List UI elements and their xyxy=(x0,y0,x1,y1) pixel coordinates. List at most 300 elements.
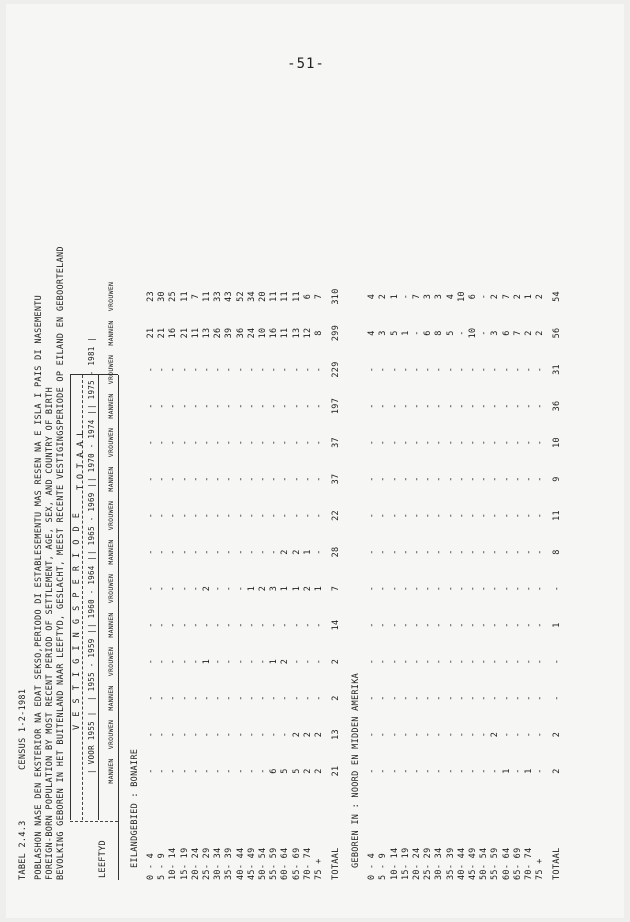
table-cell: 21 xyxy=(146,327,156,339)
table-cell: - xyxy=(535,366,546,373)
age-label: 40- 44 xyxy=(235,847,246,880)
total-cell: 2 xyxy=(552,768,563,774)
table-cell: - xyxy=(314,439,324,446)
table-cell: - xyxy=(434,695,445,701)
table-cell: - xyxy=(423,403,434,409)
table-cell: - xyxy=(456,549,467,555)
table-cell: - xyxy=(314,658,324,665)
table-cell: 1 xyxy=(291,585,302,592)
table-cell: 26 xyxy=(213,327,224,339)
table-cell: - xyxy=(479,622,490,628)
table-cell: 11 xyxy=(179,291,190,302)
table-cell: - xyxy=(202,512,212,519)
total-cell: 310 xyxy=(331,288,342,305)
table-cell: 3 xyxy=(378,330,389,336)
table-cell: - xyxy=(269,622,280,628)
table-cell: - xyxy=(423,585,434,592)
table-cell: - xyxy=(202,731,212,738)
table-cell: - xyxy=(501,622,512,628)
table-cell: - xyxy=(412,549,422,555)
table-cell: - xyxy=(535,439,546,446)
table-cell: - xyxy=(146,512,156,519)
table-cell: - xyxy=(179,366,190,373)
table-cell: 7 xyxy=(501,293,512,300)
table-cell: - xyxy=(412,512,422,519)
table-cell: - xyxy=(445,366,456,373)
total-cell: 56 xyxy=(552,327,563,339)
table-cell: - xyxy=(468,731,478,738)
table-cell: - xyxy=(258,731,268,738)
table-cell: - xyxy=(190,439,201,446)
vestiging-header: V E S T I G I N G S P E R I O D E xyxy=(72,511,82,730)
table-cell: - xyxy=(490,403,501,409)
table-cell: - xyxy=(291,658,302,665)
total-cell: 36 xyxy=(552,400,563,412)
table-cell: - xyxy=(179,439,190,446)
table-cell: - xyxy=(479,768,490,774)
table-cell: - xyxy=(367,768,378,774)
table-cell: - xyxy=(367,622,378,628)
table-cell: 4 xyxy=(367,293,378,300)
table-cell: 2 xyxy=(535,330,546,336)
table-cell: - xyxy=(168,476,179,482)
table-cell: - xyxy=(445,731,456,738)
table-cell: - xyxy=(269,476,280,482)
table-cell: - xyxy=(456,585,467,592)
table-cell: - xyxy=(157,731,168,738)
table-cell: - xyxy=(445,768,456,774)
table-cell: - xyxy=(479,366,490,373)
table-cell: 1 xyxy=(202,658,212,665)
table-cell: - xyxy=(389,549,400,555)
table-cell: - xyxy=(389,695,400,701)
table-cell: 1 xyxy=(501,768,512,774)
table-cell: 1 xyxy=(524,768,534,774)
table-cell: - xyxy=(258,622,268,628)
table-cell: - xyxy=(157,403,168,409)
table-cell: - xyxy=(280,403,291,409)
table-cell: - xyxy=(314,622,324,628)
table-cell: - xyxy=(378,658,389,665)
table-cell: - xyxy=(314,476,324,482)
table-cell: - xyxy=(445,695,456,701)
table-cell: - xyxy=(535,585,546,592)
page-number: -51- xyxy=(287,56,325,72)
table-cell: - xyxy=(367,695,378,701)
table-cell: - xyxy=(280,366,291,373)
table-cell: - xyxy=(456,366,467,373)
table-cell: 6 xyxy=(501,330,512,336)
table-cell: - xyxy=(157,512,168,519)
table-cell: - xyxy=(423,476,434,482)
age-label: 20- 24 xyxy=(412,847,422,880)
table-cell: - xyxy=(389,731,400,738)
age-label: 0 - 4 xyxy=(146,852,156,880)
table-cell: 6 xyxy=(423,330,434,336)
table-cell: - xyxy=(412,695,422,701)
table-cell: 11 xyxy=(280,291,291,302)
vrouwen-header: VROUWEN xyxy=(107,500,115,531)
table-cell: - xyxy=(213,768,224,774)
table-cell: 5 xyxy=(445,330,456,336)
table-cell: 11 xyxy=(190,327,201,339)
table-cell: - xyxy=(468,549,478,555)
table-cell: 1 xyxy=(269,658,280,665)
table-cell: - xyxy=(412,330,422,336)
table-cell: - xyxy=(314,403,324,409)
period-header: | 1960 - 1964 | xyxy=(87,555,96,628)
table-cell: - xyxy=(512,695,523,701)
period-header: | 1975 - 1981 | xyxy=(87,336,96,409)
table-cell: - xyxy=(412,731,422,738)
mannen-header: MANNEN xyxy=(107,539,115,565)
table-cell: - xyxy=(224,549,235,555)
table-cell: - xyxy=(258,476,268,482)
table-cell: - xyxy=(302,403,313,409)
table-cell: - xyxy=(146,658,156,665)
table-cell: 11 xyxy=(280,327,291,339)
table-cell: 5 xyxy=(389,330,400,336)
total-cell: 13 xyxy=(331,729,342,740)
table-cell: 1 xyxy=(400,330,411,336)
table-cell: - xyxy=(389,512,400,519)
table-cell: - xyxy=(524,366,534,373)
table-cell: - xyxy=(389,403,400,409)
table-cell: - xyxy=(479,330,490,336)
vrouwen-header: VROUWEN xyxy=(107,427,115,458)
table-cell: - xyxy=(157,585,168,592)
census-label: CENSUS 1-2-1981 xyxy=(18,688,28,770)
table-cell: - xyxy=(512,549,523,555)
table-cell: 2 xyxy=(258,585,268,592)
table-cell: - xyxy=(258,658,268,665)
table-cell: - xyxy=(423,366,434,373)
table-cell: 6 xyxy=(468,293,478,300)
table-cell: - xyxy=(524,585,534,592)
table-cell: - xyxy=(213,476,224,482)
table-cell: - xyxy=(501,476,512,482)
table-cell: - xyxy=(157,622,168,628)
title-line-2: FOREIGN-BORN POPULATION BY MOST RECENT PERIOD OF SETTLEMENT, AGE, SEX, AND COUNTRY OF BIRTH xyxy=(45,387,55,880)
table-cell: - xyxy=(524,731,534,738)
table-cell: - xyxy=(456,731,467,738)
table-cell: - xyxy=(535,622,546,628)
table-cell: - xyxy=(146,695,156,701)
table-cell: 30 xyxy=(157,291,168,302)
table-cell: 21 xyxy=(157,327,168,339)
table-cell: 8 xyxy=(314,330,324,336)
table-cell: - xyxy=(434,512,445,519)
table-cell: - xyxy=(146,768,156,774)
table-cell: - xyxy=(479,585,490,592)
table-cell: - xyxy=(412,768,422,774)
table-cell: - xyxy=(235,695,246,701)
table-cell: - xyxy=(224,403,235,409)
age-label: 55- 59 xyxy=(269,847,280,880)
table-cell: - xyxy=(378,512,389,519)
table-cell: - xyxy=(479,731,490,738)
table-cell: - xyxy=(389,658,400,665)
vrouwen-header: VROUWEN xyxy=(107,573,115,604)
rotated-table-content xyxy=(18,80,573,880)
table-cell: - xyxy=(235,658,246,665)
table-cell: 6 xyxy=(302,293,313,300)
total-label: TOTAAL xyxy=(331,847,342,880)
table-cell: - xyxy=(378,476,389,482)
table-cell: - xyxy=(291,366,302,373)
table-cell: - xyxy=(535,768,546,774)
table-cell: - xyxy=(512,622,523,628)
table-cell: - xyxy=(224,695,235,701)
table-cell: - xyxy=(202,695,212,701)
table-cell: - xyxy=(202,768,212,774)
table-cell: - xyxy=(224,768,235,774)
table-cell: - xyxy=(367,731,378,738)
table-cell: - xyxy=(235,731,246,738)
table-cell: - xyxy=(190,585,201,592)
table-cell: - xyxy=(400,293,411,300)
table-cell: - xyxy=(412,622,422,628)
header-rule-bottom xyxy=(118,375,119,880)
table-cell: - xyxy=(456,695,467,701)
table-cell: - xyxy=(400,695,411,701)
table-cell: - xyxy=(445,658,456,665)
table-cell: - xyxy=(535,695,546,701)
table-cell: - xyxy=(535,403,546,409)
table-cell: - xyxy=(235,585,246,592)
mannen-header: MANNEN xyxy=(107,320,115,346)
table-cell: 11 xyxy=(269,291,280,302)
table-label: TABEL 2.4.3 xyxy=(18,820,28,880)
table-cell: 2 xyxy=(490,293,501,300)
table-cell: - xyxy=(501,731,512,738)
table-cell: - xyxy=(389,622,400,628)
table-cell: - xyxy=(490,549,501,555)
table-cell: - xyxy=(445,585,456,592)
vrouwen-header: VROUWEN xyxy=(107,719,115,750)
table-cell: - xyxy=(168,403,179,409)
table-cell: - xyxy=(302,366,313,373)
table-cell: - xyxy=(213,622,224,628)
table-cell: - xyxy=(190,658,201,665)
table-cell: - xyxy=(389,439,400,446)
table-cell: - xyxy=(246,512,257,519)
total-cell: 11 xyxy=(552,510,563,521)
table-cell: - xyxy=(179,658,190,665)
table-cell: - xyxy=(490,512,501,519)
total-cell: 22 xyxy=(331,510,342,521)
table-cell: 24 xyxy=(246,327,257,339)
table-cell: - xyxy=(479,658,490,665)
table-cell: 33 xyxy=(213,291,224,302)
table-cell: - xyxy=(400,403,411,409)
age-label: 60- 64 xyxy=(501,847,512,880)
table-cell: - xyxy=(246,695,257,701)
table-cell: 2 xyxy=(314,768,324,774)
table-cell: - xyxy=(168,549,179,555)
table-cell: - xyxy=(179,768,190,774)
total-cell: 28 xyxy=(331,546,342,558)
table-cell: - xyxy=(490,439,501,446)
table-cell: - xyxy=(190,403,201,409)
table-cell: 10 xyxy=(258,327,268,339)
table-cell: - xyxy=(389,768,400,774)
table-cell: - xyxy=(179,585,190,592)
table-cell: - xyxy=(291,695,302,701)
table-cell: - xyxy=(224,585,235,592)
table-cell: - xyxy=(302,658,313,665)
table-cell: - xyxy=(512,658,523,665)
total-cell: 197 xyxy=(331,397,342,415)
table-cell: - xyxy=(423,658,434,665)
table-cell: - xyxy=(468,403,478,409)
table-cell: - xyxy=(280,439,291,446)
leeftyd-header: LEEFTYD xyxy=(98,840,108,878)
table-cell: 3 xyxy=(490,330,501,336)
table-cell: - xyxy=(412,585,422,592)
table-cell: - xyxy=(456,476,467,482)
table-cell: - xyxy=(269,403,280,409)
table-cell: - xyxy=(400,768,411,774)
table-cell: - xyxy=(246,768,257,774)
table-cell: - xyxy=(157,658,168,665)
table-cell: - xyxy=(235,439,246,446)
table-cell: - xyxy=(456,403,467,409)
table-cell: - xyxy=(501,366,512,373)
table-cell: - xyxy=(535,731,546,738)
table-cell: 20 xyxy=(258,291,268,302)
table-cell: - xyxy=(468,366,478,373)
table-cell: - xyxy=(400,439,411,446)
table-cell: - xyxy=(412,403,422,409)
table-cell: 16 xyxy=(269,327,280,339)
table-cell: 43 xyxy=(224,291,235,302)
total-cell: 1 xyxy=(552,622,563,628)
table-cell: 12 xyxy=(302,327,313,339)
table-cell: - xyxy=(157,476,168,482)
table-cell: - xyxy=(146,585,156,592)
table-cell: - xyxy=(412,476,422,482)
total-cell: 10 xyxy=(552,437,563,448)
table-cell: - xyxy=(179,403,190,409)
table-cell: - xyxy=(157,366,168,373)
total-cell: 31 xyxy=(552,364,563,375)
table-cell: - xyxy=(535,658,546,665)
table-cell: 13 xyxy=(291,327,302,339)
table-cell: - xyxy=(258,403,268,409)
table-cell: - xyxy=(224,512,235,519)
table-cell: 34 xyxy=(246,291,257,302)
table-cell: - xyxy=(479,439,490,446)
table-cell: - xyxy=(479,293,490,300)
table-cell: - xyxy=(168,695,179,701)
table-cell: - xyxy=(479,512,490,519)
table-cell: 10 xyxy=(456,291,467,302)
table-cell: - xyxy=(479,476,490,482)
table-cell: - xyxy=(378,366,389,373)
table-cell: 39 xyxy=(224,327,235,339)
table-cell: - xyxy=(378,585,389,592)
period-header: | 1965 - 1969 | xyxy=(87,482,96,555)
table-cell: - xyxy=(224,658,235,665)
table-cell: - xyxy=(246,403,257,409)
table-cell: - xyxy=(524,658,534,665)
vrouwen-header: VROUWEN xyxy=(107,646,115,677)
table-cell: - xyxy=(434,366,445,373)
table-cell: - xyxy=(445,403,456,409)
table-cell: - xyxy=(258,695,268,701)
table-cell: - xyxy=(213,585,224,592)
period-header: | 1970 - 1974 | xyxy=(87,409,96,482)
mannen-header: MANNEN xyxy=(107,758,115,784)
table-cell: 2 xyxy=(302,768,313,774)
table-cell: - xyxy=(269,549,280,555)
table-cell: 5 xyxy=(280,768,291,774)
table-cell: 11 xyxy=(291,291,302,302)
table-cell: - xyxy=(168,585,179,592)
table-cell: - xyxy=(423,731,434,738)
age-label: 5 - 9 xyxy=(157,852,168,880)
table-cell: 2 xyxy=(291,731,302,738)
table-cell: - xyxy=(412,658,422,665)
table-cell: - xyxy=(168,512,179,519)
table-cell: - xyxy=(291,403,302,409)
mannen-header: MANNEN xyxy=(107,466,115,492)
table-cell: - xyxy=(400,366,411,373)
mannen-header: MANNEN xyxy=(107,612,115,638)
table-cell: - xyxy=(512,585,523,592)
table-cell: - xyxy=(367,658,378,665)
table-cell: 1 xyxy=(389,293,400,300)
table-cell: - xyxy=(280,622,291,628)
table-cell: - xyxy=(400,731,411,738)
table-cell: - xyxy=(512,439,523,446)
table-cell: - xyxy=(501,403,512,409)
total-cell: 9 xyxy=(552,476,563,482)
table-cell: 1 xyxy=(280,585,291,592)
table-cell: 2 xyxy=(280,549,291,555)
total-cell: 299 xyxy=(331,324,342,342)
table-cell: - xyxy=(291,512,302,519)
age-label: 70- 74 xyxy=(302,847,313,880)
table-cell: - xyxy=(235,622,246,628)
table-cell: - xyxy=(524,549,534,555)
mannen-header: MANNEN xyxy=(107,393,115,419)
table-cell: - xyxy=(400,622,411,628)
table-cell: - xyxy=(246,658,257,665)
age-label: 35- 39 xyxy=(224,847,235,880)
table-cell: 2 xyxy=(378,293,389,300)
table-cell: - xyxy=(280,731,291,738)
table-cell: - xyxy=(235,366,246,373)
age-label: 20- 24 xyxy=(190,847,201,880)
table-cell: - xyxy=(434,403,445,409)
table-cell: - xyxy=(367,403,378,409)
total-cell: 54 xyxy=(552,291,563,302)
age-label: 5 - 9 xyxy=(378,852,389,880)
table-cell: - xyxy=(400,512,411,519)
table-cell: - xyxy=(434,585,445,592)
total-label: TOTAAL xyxy=(552,847,563,880)
title-line-1: POBLASHON NASE DEN EKSTERIOR NA EDAT SEKSO,PERIODO DI ESTABLESEMENTU MAS RESEN NA E ISLA I PAIS DI NASEMENTU xyxy=(34,294,44,880)
total-cell: 37 xyxy=(331,437,342,448)
table-cell: - xyxy=(389,366,400,373)
table-cell: 2 xyxy=(280,658,291,665)
table-cell: 2 xyxy=(512,293,523,300)
table-cell: - xyxy=(367,549,378,555)
table-cell: - xyxy=(501,439,512,446)
table-cell: - xyxy=(224,731,235,738)
